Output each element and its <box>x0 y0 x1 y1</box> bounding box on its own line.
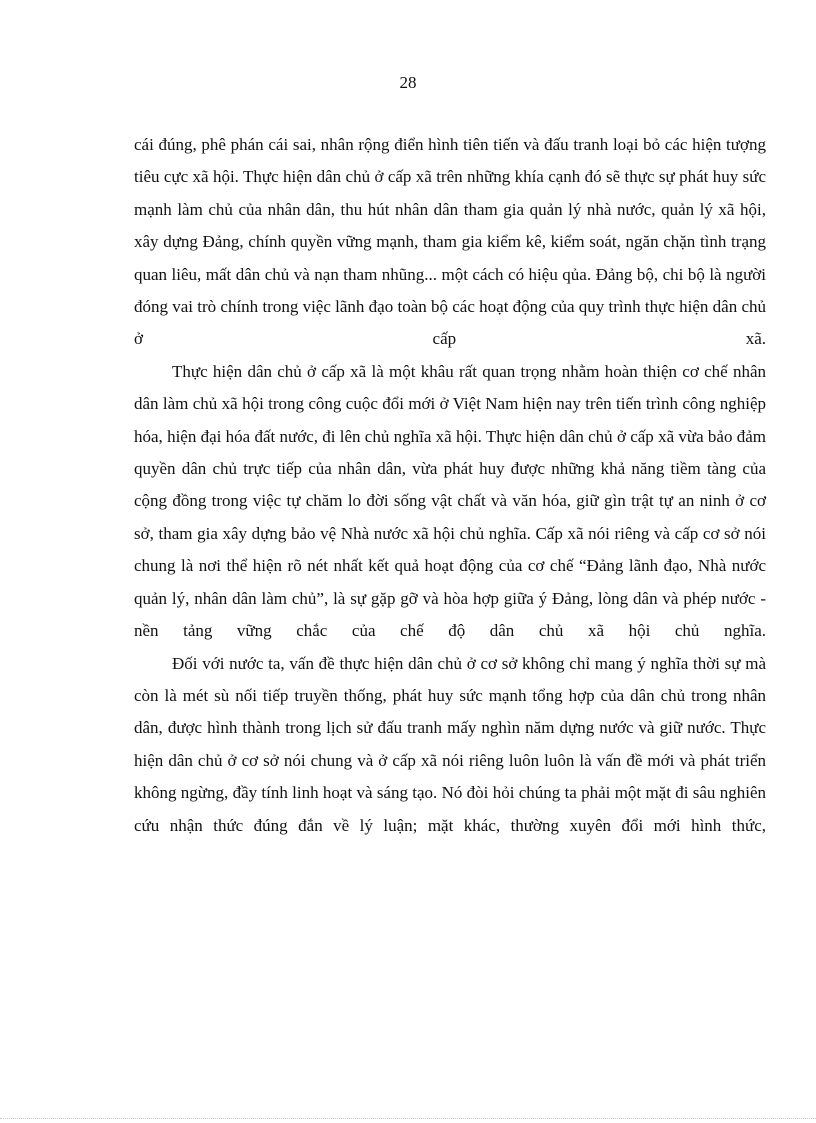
page-number: 28 <box>399 73 417 92</box>
paragraph-2: Thực hiện dân chủ ở cấp xã là một khâu rất quan trọng nhằm hoàn thiện cơ chế nhân dân làm chủ xã hội trong công cuộc đổi mới ở Việt Nam hiện nay trên tiến trình công nghiệp hóa, hiện đại hóa đất nước, đi lên chủ nghĩa xã hội. Thực hiện dân chủ ở cấp xã vừa bảo đảm quyền dân chủ trực tiếp của nhân dân, vừa phát huy được những khả năng tiềm tàng của cộng đồng trong việc tự chăm lo đời sống vật chất và văn hóa, giữ gìn trật tự an ninh ở cơ sở, tham gia xây dựng bảo vệ Nhà nước xã hội chủ nghĩa. Cấp xã nói riêng và cấp cơ sở nói chung là nơi thể hiện rõ nét nhất kết quả hoạt động của cơ chế “Đảng lãnh đạo, Nhà nước quản lý, nhân dân làm chủ”, là sự gặp gỡ và hòa hợp giữa ý Đảng, lòng dân và phép nước - nền tảng vững chắc của chế độ dân chủ xã hội chủ nghĩa. <box>134 361 766 641</box>
body-text <box>134 129 766 842</box>
paragraph-1: cái đúng, phê phán cái sai, nhân rộng điển hình tiên tiến và đấu tranh loại bỏ các hiện tượng tiêu cực xã hội. Thực hiện dân chủ ở cấp xã trên những khía cạnh đó sẽ thực sự phát huy sức mạnh làm chủ của nhân dân, thu hút nhân dân tham gia quản lý nhà nước, quản lý xã hội, xây dựng Đảng, chính quyền vững mạnh, tham gia kiểm kê, kiểm soát, ngăn chặn tình trạng quan liêu, mất dân chủ và nạn tham nhũng... một cách có hiệu qủa. Đảng bộ, chi bộ là người đóng vai trò chính trong việc lãnh đạo toàn bộ các hoạt động của quy trình thực hiện dân chủ ở cấp xã. <box>134 135 766 349</box>
page-bottom-border <box>0 1118 816 1119</box>
paragraph-3: Đối với nước ta, vấn đề thực hiện dân chủ ở cơ sở không chỉ mang ý nghĩa thời sự mà còn là mét sù nối tiếp truyền thống, phát huy sức mạnh tổng hợp của dân chủ trong nhân dân, được hình thành trong lịch sử đấu tranh mấy nghìn năm dựng nước và giữ nước. Thực hiện dân chủ ở cơ sở nói chung và ở cấp xã nói riêng luôn luôn là vấn đề mới và phát triển không ngừng, đầy tính linh hoạt và sáng tạo. Nó đòi hỏi chúng ta phải một mặt đi sâu nghiên cứu nhận thức đúng đắn về lý luận; mặt khác, thường xuyên đổi mới hình thức, <box>134 653 766 835</box>
